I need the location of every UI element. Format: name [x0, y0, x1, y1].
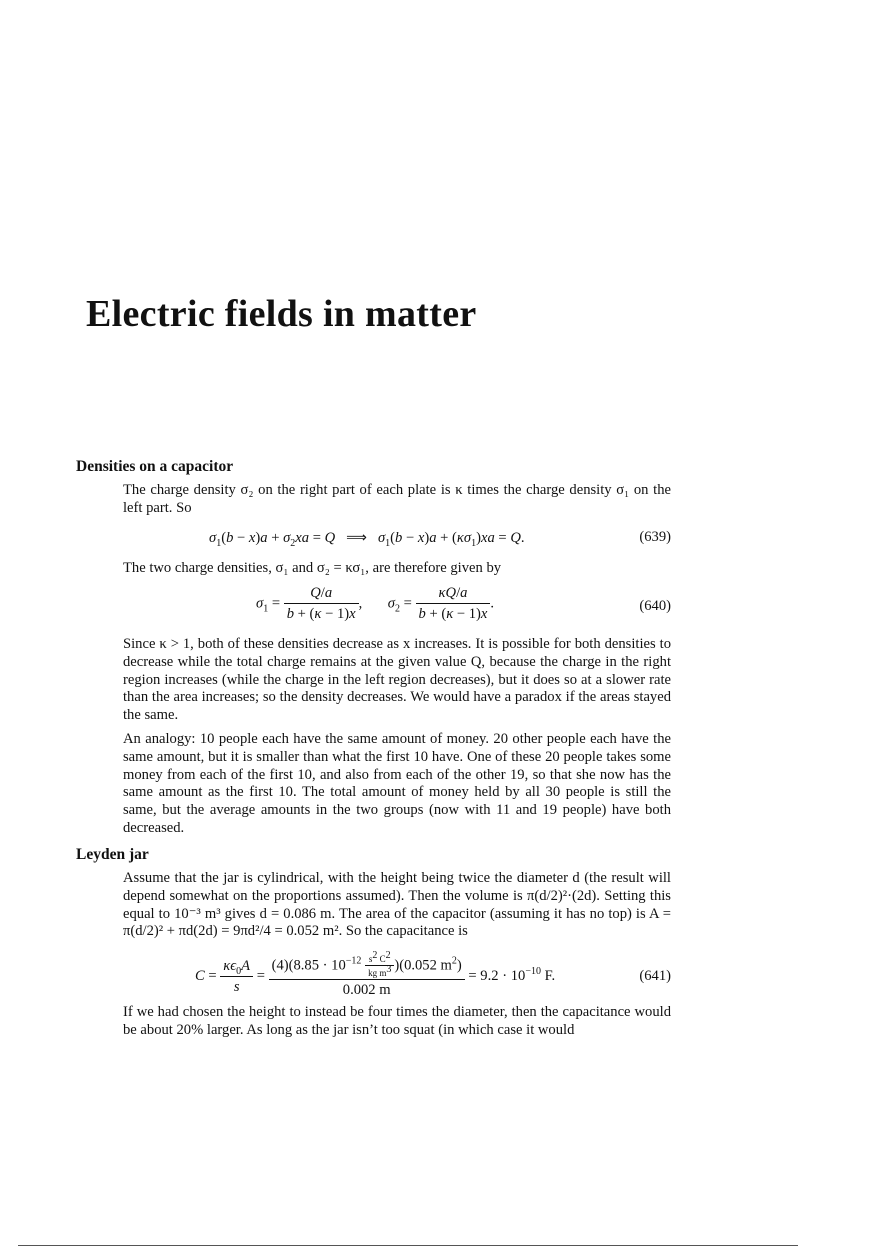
paragraph: An analogy: 10 people each have the same amount of money. 20 other people each have the same amount, but it is smaller than what the first 10 have. One of these 20 people takes some money from each of the first 10, and also from each of the other 19, so that she now has the same amount as the first 10. The total amount of money held by all 30 people is still the same, but the average amounts in the two groups (now with 11 and 19 people) have both decreased. [123, 731, 671, 836]
chapter-title: Electric fields in matter [86, 293, 477, 335]
equation-number: (641) [639, 968, 671, 984]
equation-body: $\sigma_1$ = $\frac{Q/a}{b + (\kappa - 1)x}$ , $\sigma_2$ = $\frac{\kappa Q/a}{b + (\kappa - 1)x}$ . [256, 585, 495, 622]
equation-number: (639) [639, 529, 671, 545]
paragraph: Assume that the jar is cylindrical, with the height being twice the diameter d (the result will depend somewhat on the proportions assumed). Then the volume is π(d/2)²·(2d). Setting this equal to 10⁻³ m³ gives d = 0.086 m. The area of the capacitor (assuming it has no top) is A = π(d/2)² + πd(2d) = 9πd²/4 = 0.052 m². So the capacitance is [123, 870, 671, 940]
paragraph: Since κ > 1, both of these densities decrease as x increases. It is possible for both densities to decrease while the total charge remains at the given value Q, because the charge in the right region increases (while the charge in the left region decreases), but it does so at a slower rate than the area increases; so the density decreases. We would have a paradox if the areas stayed the same. [123, 636, 671, 724]
paragraph: The charge density σ₂ on the right part of each plate is κ times the charge density σ₁ on the left part. So [123, 482, 671, 516]
paragraph: If we had chosen the height to instead be four times the diameter, then the capacitance would be about 20% larger. As long as the jar isn’t too squat (in which case it would [123, 1004, 671, 1038]
equation-640 [123, 585, 671, 629]
footer-rule [18, 1245, 798, 1246]
equation-639 [123, 529, 671, 549]
equation-641 [123, 950, 671, 1000]
equation-number: (640) [639, 598, 671, 614]
paragraph: The two charge densities, σ₁ and σ₂ = κσ₁, are therefore given by [123, 560, 502, 576]
section-heading-densities: Densities on a capacitor [76, 458, 234, 475]
equation-body: $\sigma_1(b - x)a + \sigma_2xa = Q$ ⟹ $\sigma_1(b - x)a + (\kappa\sigma_1)xa = Q$. [209, 530, 525, 549]
equation-body: C = $\frac{\kappa\epsilon_0A}{s}$ = $(4)(8.85 \cdot 10^{-12}$ $\frac{s^2 C^2}{kg m^3}$ )(0.052 $m^2$) 0.002 m = $9.2 \cdot 10^{-10}$ F. [195, 950, 556, 998]
section-heading-leyden-jar: Leyden jar [76, 846, 149, 863]
